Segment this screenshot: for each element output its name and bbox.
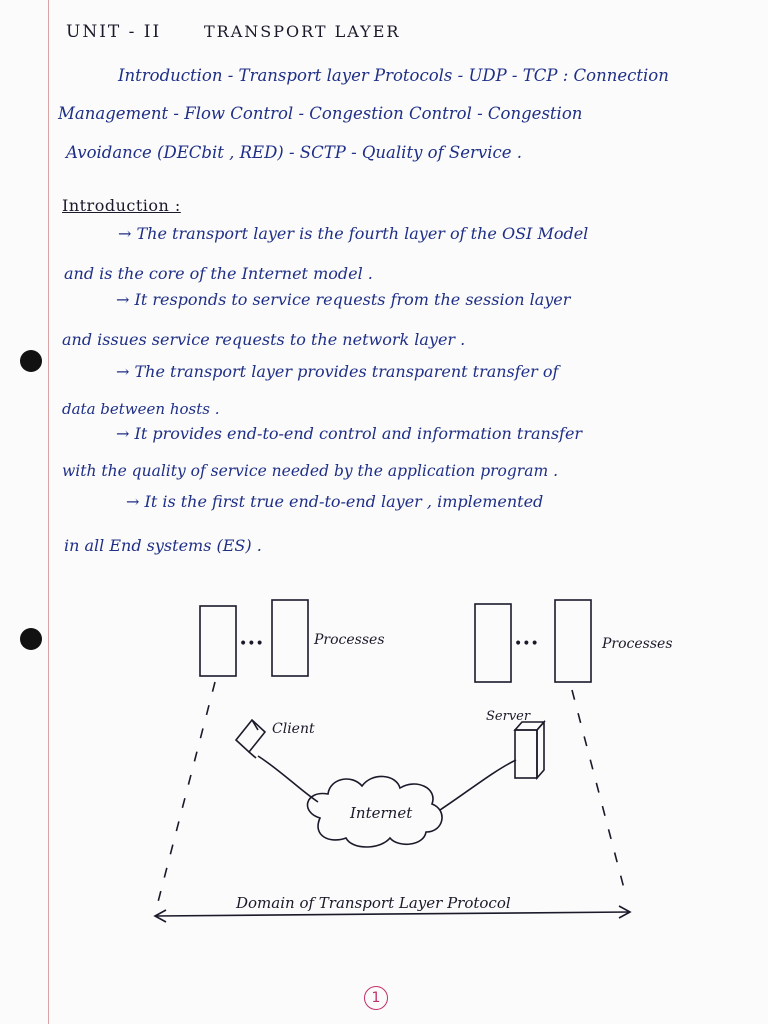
syllabus-line-1: Introduction - Transport layer Protocols - UDP - TCP : Connection <box>118 66 669 85</box>
client-icon <box>236 720 265 758</box>
right-process-box-1 <box>475 604 511 682</box>
left-process-box-1 <box>200 606 236 676</box>
intro-line-5: → The transport layer provides transparent transfer of <box>116 362 559 381</box>
server-label: Server <box>486 709 531 724</box>
server-link <box>440 760 516 810</box>
intro-line-2: and is the core of the Internet model . <box>64 264 373 283</box>
right-process-dots: ••• <box>514 636 539 652</box>
server-icon <box>515 722 544 778</box>
intro-line-4: and issues service requests to the network layer . <box>62 330 466 349</box>
right-processes-label: Processes <box>602 636 673 652</box>
domain-arrow <box>155 912 630 916</box>
unit-number: UNIT - II <box>66 22 162 42</box>
intro-line-8: with the quality of service needed by the application program . <box>62 462 558 480</box>
intro-line-6: data between hosts . <box>62 400 220 418</box>
right-boundary-dashed <box>572 690 626 896</box>
section-heading: Introduction : <box>62 196 181 215</box>
page-number: 1 <box>364 986 388 1010</box>
intro-line-7: → It provides end-to-end control and information transfer <box>116 424 583 443</box>
left-process-box-2 <box>272 600 308 676</box>
intro-line-3: → It responds to service requests from the session layer <box>116 290 571 309</box>
page-title: TRANSPORT LAYER <box>204 22 401 41</box>
domain-label: Domain of Transport Layer Protocol <box>236 894 511 912</box>
punch-hole-top <box>20 350 42 372</box>
right-process-box-2 <box>555 600 591 682</box>
intro-line-9: → It is the first true end-to-end layer , implemented <box>126 492 544 511</box>
left-processes-label: Processes <box>314 632 385 648</box>
left-boundary-dashed <box>158 682 215 902</box>
syllabus-line-3: Avoidance (DECbit , RED) - SCTP - Quality of Service . <box>66 143 522 162</box>
intro-line-1: → The transport layer is the fourth layer of the OSI Model <box>118 224 589 243</box>
left-process-dots: ••• <box>239 636 264 652</box>
cloud-label: Internet <box>350 804 413 822</box>
transport-layer-diagram <box>0 590 768 950</box>
intro-line-10: in all End systems (ES) . <box>64 536 262 555</box>
client-label: Client <box>272 721 315 737</box>
client-link <box>258 756 318 802</box>
syllabus-line-2: Management - Flow Control - Congestion Control - Congestion <box>58 104 583 123</box>
